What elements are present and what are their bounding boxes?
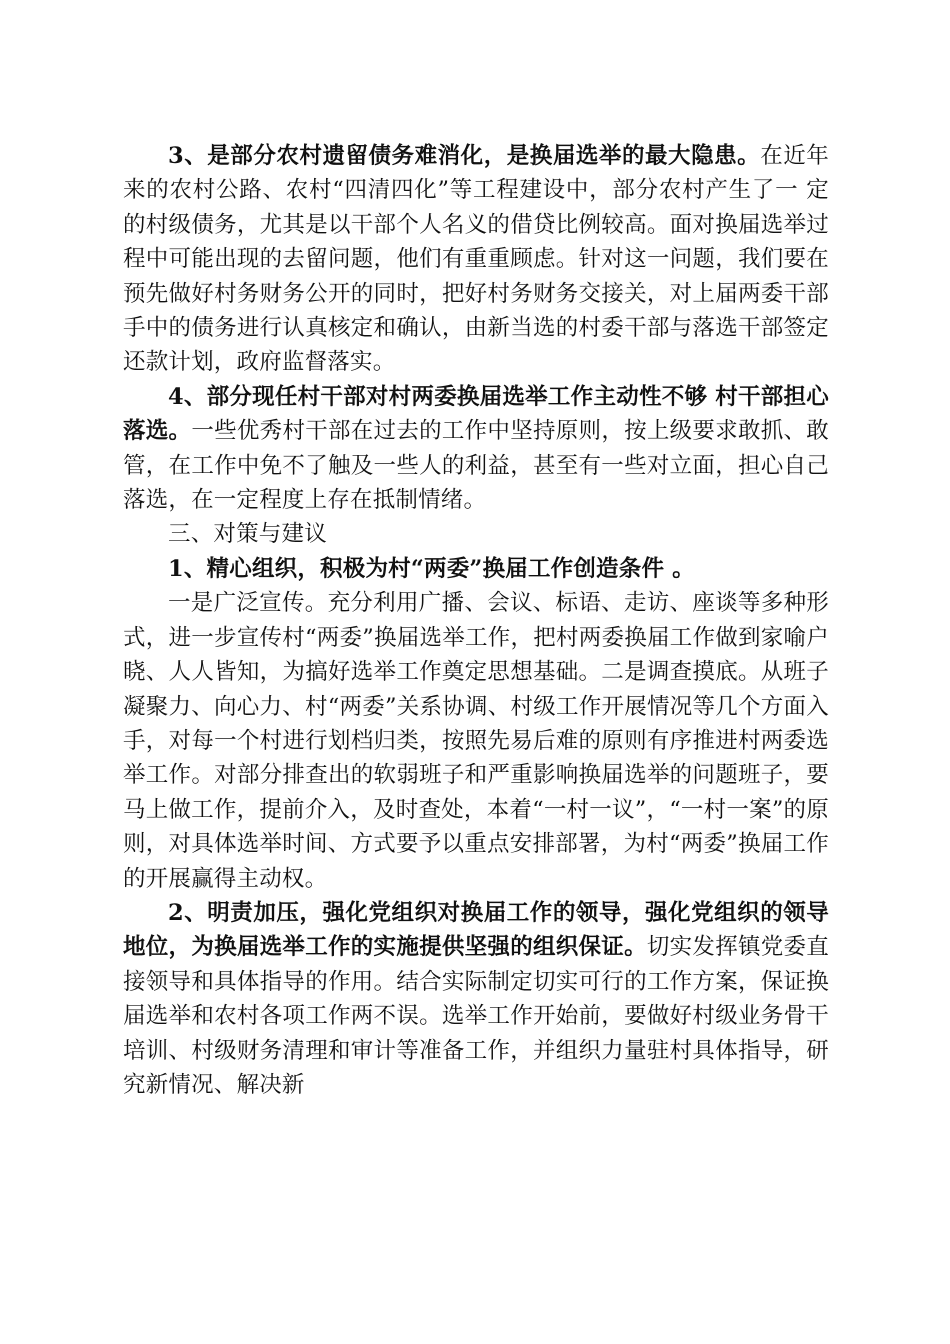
paragraph-heading: 1、精心组织，积极为村“两委”换届工作创造条件 。 [168, 555, 695, 582]
paragraph-body: 一些优秀村干部在过去的工作中坚持原则，按上级要求敢抓、敢管，在工作中免不了触及一些人的利益，甚至有一些对立面，担心自己落选，在一定程度上存在抵制情绪。 [123, 418, 829, 514]
paragraph-body: 在近年来的农村公路、农村“四清四化”等工程建设中，部分农村产生了一 定的村级债务，尤其是以干部个人名义的借贷比例较高。面对换届选举过程中可能出现的去留问题，他们有重重顾虑。针对这一问题，我们要在预先做好村务财务公开的同时，把好村务财务交接关，对上届两委干部手中的债务进行认真核定和确认，由新当选的村委干部与落选干部签定还款计划，政府监督落实。 [123, 143, 829, 376]
paragraph-cadre-concern [123, 380, 829, 518]
paragraph-debt-risk [123, 139, 829, 380]
paragraph-body: 切实发挥镇党委直接领导和具体指导的作用。结合实际制定切实可行的工作方案，保证换届选举和农村各项工作两不误。选举工作开始前，要做好村级业务骨干培训、村级财务清理和审计等准备工作，并组织力量驻村具体指导，研究新情况、解决新 [123, 934, 829, 1098]
document-page [123, 139, 829, 1102]
paragraph-heading: 3、是部分农村遗留债务难消化，是换届选举的最大隐患。 [168, 143, 761, 169]
paragraph-heading: 2、明责加压，强化党组织对换届工作的领导，强化党组织的领导地位，为换届选举工作的实施提供坚强的组织保证。 [123, 899, 829, 961]
paragraph-publicity-survey [123, 586, 829, 896]
paragraph-party-leadership [123, 896, 829, 1102]
paragraph-body: 一是广泛宣传。充分利用广播、会议、标语、走访、座谈等多种形式，进一步宣传村“两委”换届选举工作，把村两委换届工作做到家喻户晓、人人皆知，为搞好选举工作奠定思想基础。二是调查摸底。从班子凝聚力、向心力、村“两委”关系协调、村级工作开展情况等几个方面入手，对每一个村进行划档归类，按照先易后难的原则有序推进村两委选举工作。对部分排查出的软弱班子和严重影响换届选举的问题班子，要马上做工作，提前介入，及时查处，本着“一村一议”，“一村一案”的原则，对具体选举时间、方式要予以重点安排部署，为村“两委”换届工作的开展赢得主动权。 [123, 590, 829, 892]
section-heading-countermeasures [123, 517, 829, 551]
paragraph-organize-heading [123, 552, 829, 586]
paragraph-heading: 4、部分现任村干部对村两委换届选举工作主动性不够 村干部担心落选。 [123, 383, 829, 445]
section-title: 三、对策与建议 [168, 521, 327, 548]
